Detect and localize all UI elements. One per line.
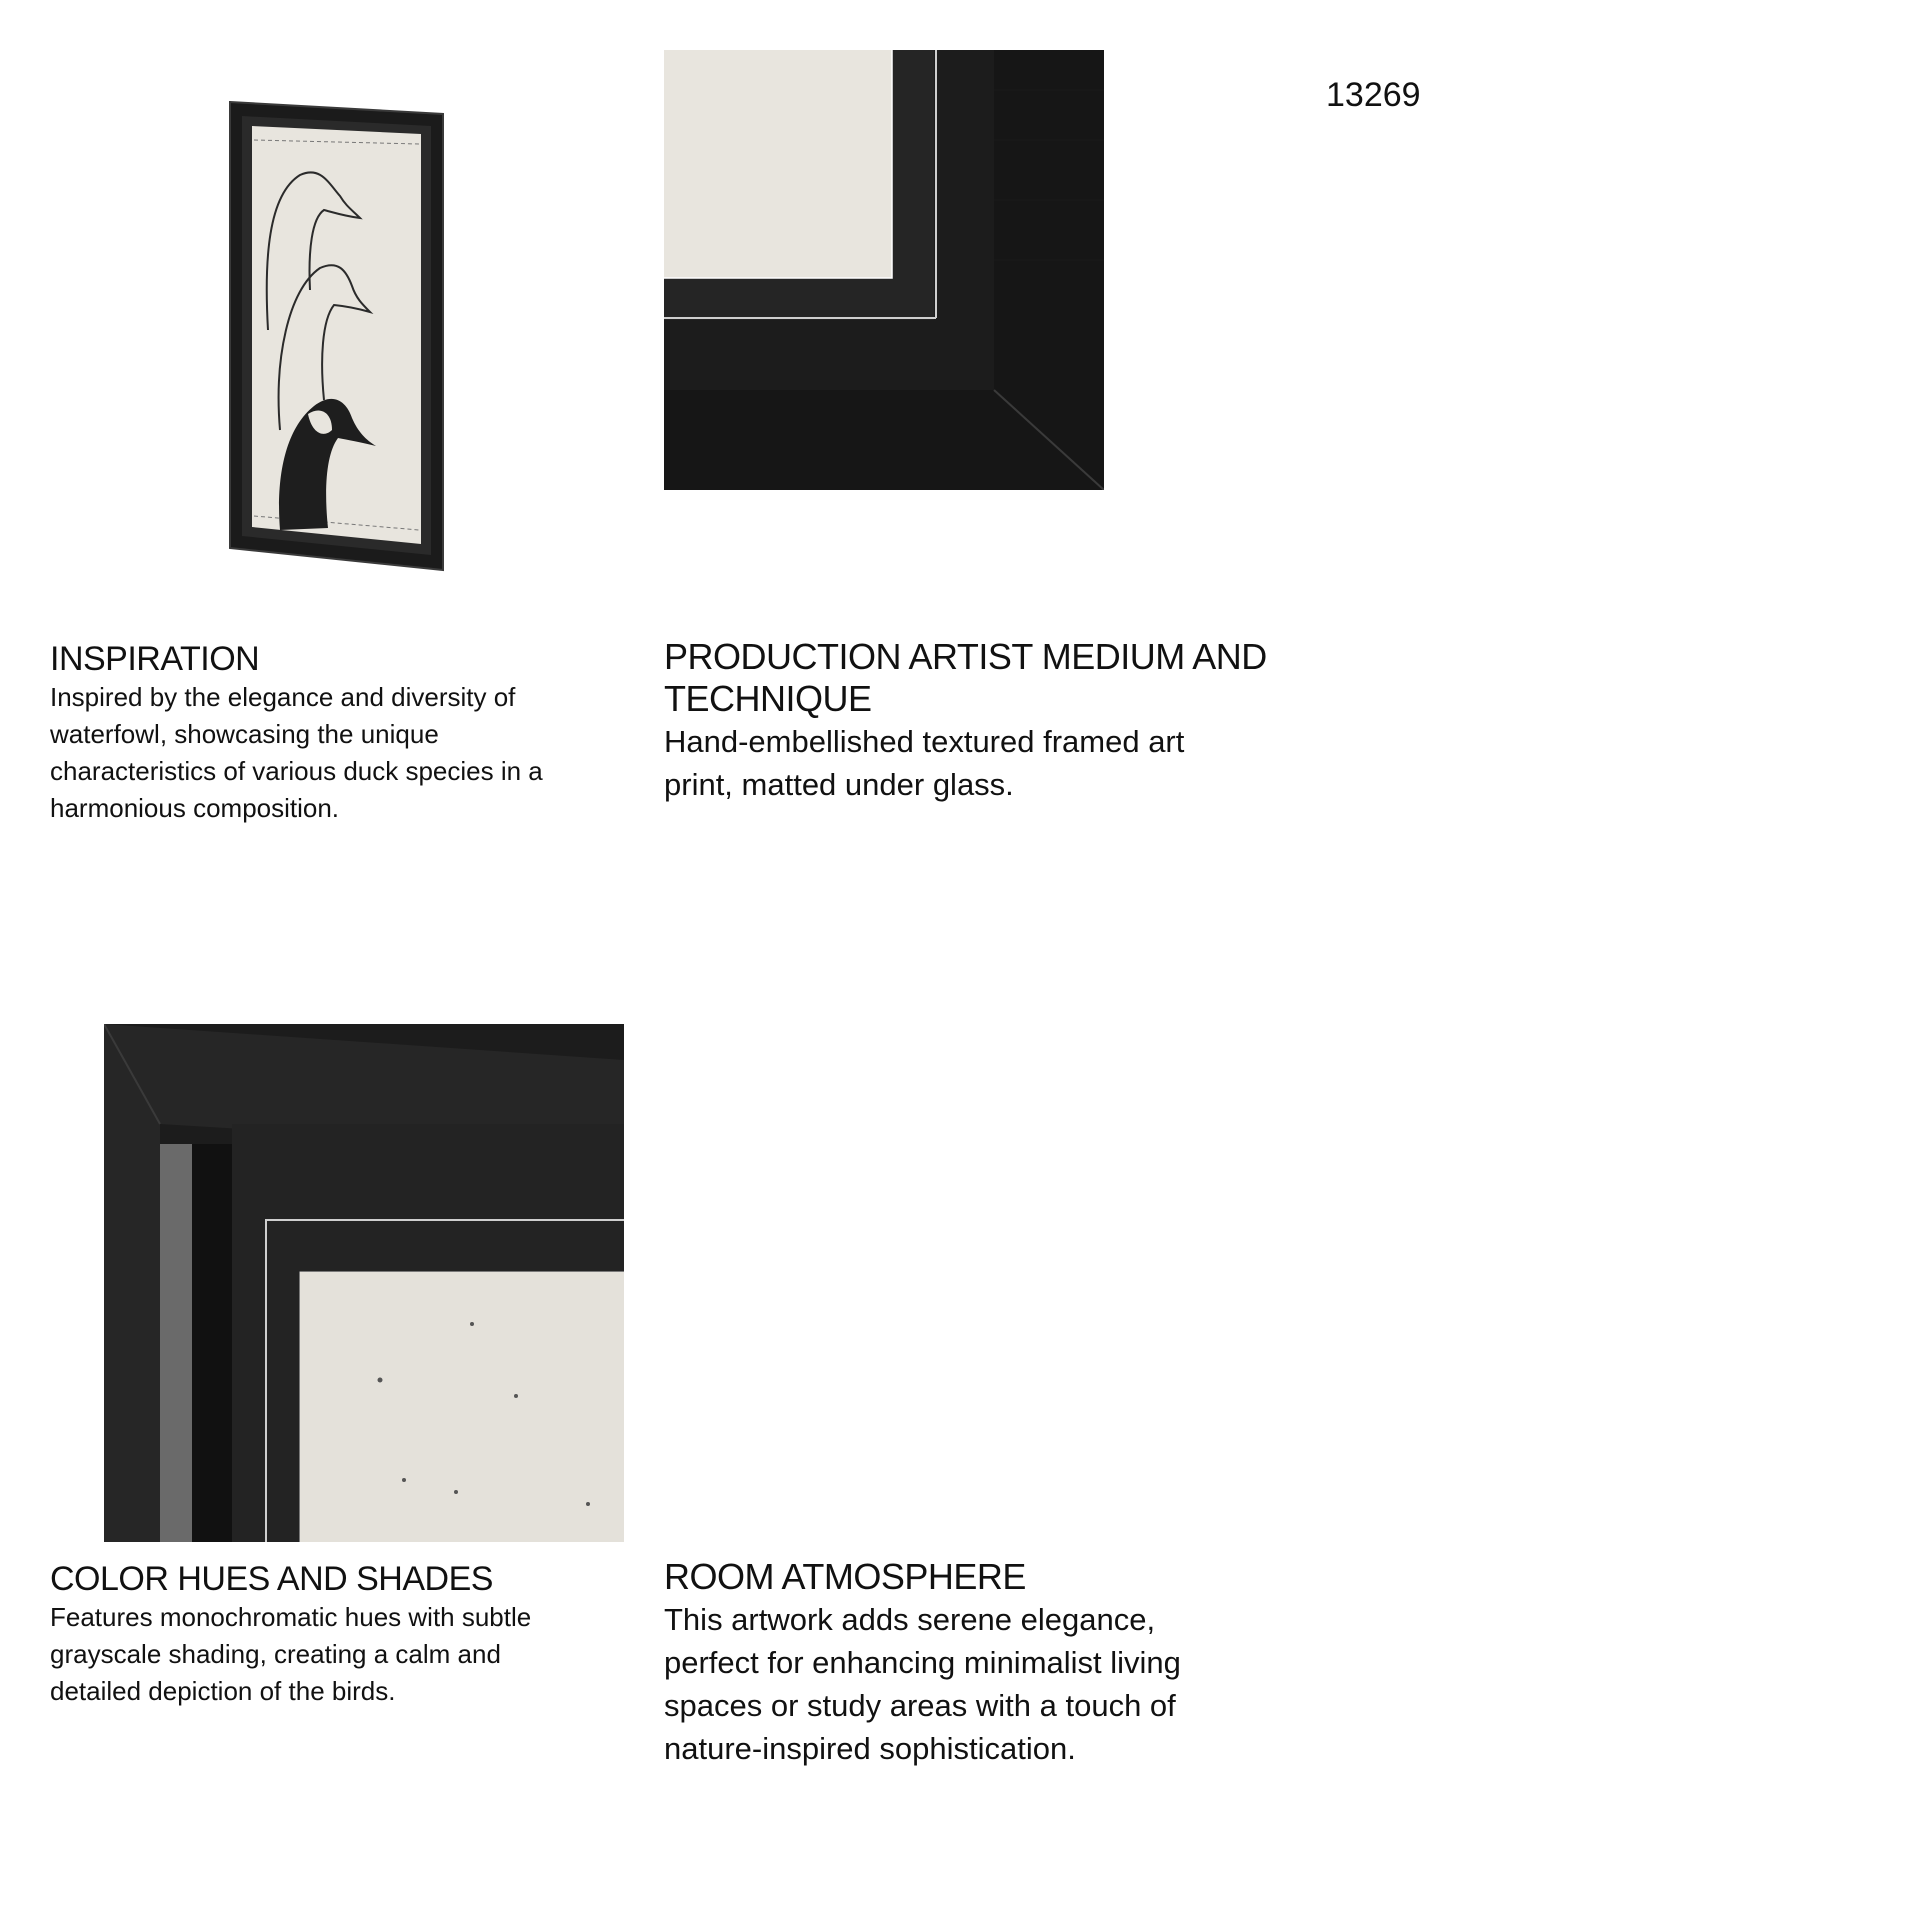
inspiration-text: Inspired by the elegance and diversity of waterfowl, showcasing the unique characteristics of various duck species in a harmonious composition. <box>50 682 543 823</box>
color-section <box>50 1560 590 1710</box>
production-text: Hand-embellished textured framed art print, matted under glass. <box>664 724 1185 802</box>
room-heading: ROOM ATMOSPHERE <box>664 1556 1026 1597</box>
color-text: Features monochromatic hues with subtle grayscale shading, creating a calm and detailed depiction of the birds. <box>50 1602 532 1706</box>
room-section <box>664 1556 1224 1770</box>
color-heading: COLOR HUES AND SHADES <box>50 1560 493 1598</box>
product-code: 13269 <box>1326 76 1421 114</box>
inspiration-section <box>50 640 590 827</box>
production-section <box>664 636 1464 806</box>
production-heading: PRODUCTION ARTIST MEDIUM AND TECHNIQUE <box>664 636 1267 719</box>
framed-print-image <box>228 100 448 575</box>
frame-corner-closeup-image <box>104 1024 624 1542</box>
room-text: This artwork adds serene elegance, perfect for enhancing minimalist living spaces or study areas with a touch of nature-inspired sophistication. <box>664 1602 1181 1766</box>
inspiration-heading: INSPIRATION <box>50 640 260 678</box>
frame-corner-detail-image <box>664 50 1104 490</box>
